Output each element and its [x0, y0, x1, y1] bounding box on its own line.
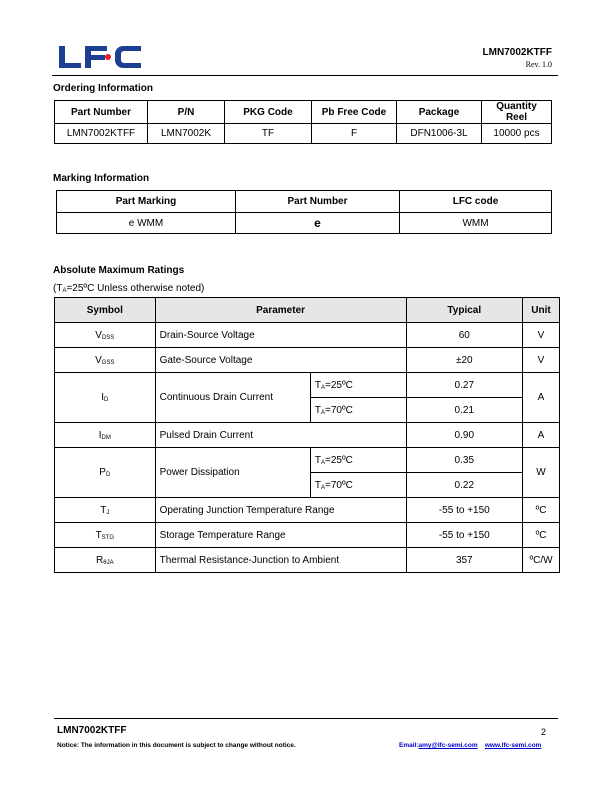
parameter-cell: Operating Junction Temperature Range: [155, 498, 406, 523]
symbol-cell: $I_{DM}$: [55, 423, 156, 448]
footer-part-number: LMN7002KTFF: [57, 725, 127, 736]
table-row: [55, 373, 560, 398]
ordering-cell: F: [312, 124, 397, 144]
typical-cell: 0.27: [406, 373, 522, 398]
ordering-cell: LMN7002KTFF: [55, 124, 148, 144]
table-row: [55, 423, 560, 448]
ratings-header: Symbol: [55, 298, 156, 323]
condition-cell: $T_A=25ºC$: [310, 373, 406, 398]
header-revision: Rev. 1.0: [525, 60, 552, 69]
table-row: [55, 498, 560, 523]
table-row: [55, 523, 560, 548]
footer-notice: Notice: The information in this document is subject to change without notice.: [57, 742, 296, 749]
ordering-header: Pb Free Code: [312, 101, 397, 124]
marking-header: Part Number: [236, 191, 400, 213]
ordering-header: Quantity Reel: [482, 101, 552, 124]
parameter-cell: Continuous Drain Current: [155, 373, 310, 423]
parameter-cell: Drain-Source Voltage: [155, 323, 406, 348]
typical-cell: 0.90: [406, 423, 522, 448]
marking-cell: e WMM: [57, 213, 236, 234]
marking-cell: e: [236, 213, 400, 234]
marking-header: Part Marking: [57, 191, 236, 213]
marking-table: [56, 190, 552, 234]
ratings-condition: ($T_A=25ºC$ Unless otherwise noted): [53, 283, 205, 294]
marking-header: LFC code: [400, 191, 552, 213]
parameter-cell: Thermal Resistance-Junction to Ambient: [155, 548, 406, 573]
parameter-cell: Pulsed Drain Current: [155, 423, 406, 448]
footer-divider: [54, 718, 558, 719]
symbol-cell: $T_J$: [55, 498, 156, 523]
marking-cell: WMM: [400, 213, 552, 234]
condition-cell: $T_A=70ºC$: [310, 398, 406, 423]
typical-cell: -55 to +150: [406, 498, 522, 523]
parameter-cell: Gate-Source Voltage: [155, 348, 406, 373]
footer-contact: [399, 742, 541, 749]
header-part-number: LMN7002KTFF: [482, 47, 552, 58]
symbol-cell: $T_{STG}$: [55, 523, 156, 548]
email-label: Email:: [399, 742, 419, 749]
ratings-header: Unit: [523, 298, 560, 323]
ordering-header: Part Number: [55, 101, 148, 124]
table-row: [55, 323, 560, 348]
typical-cell: 0.35: [406, 448, 522, 473]
ratings-table: [54, 297, 560, 573]
ordering-table: [54, 100, 552, 144]
condition-cell: $T_A=25ºC$: [310, 448, 406, 473]
website-link[interactable]: www.lfc-semi.com: [484, 742, 542, 749]
email-link[interactable]: amy@lfc-semi.com: [418, 742, 478, 749]
ratings-header: Parameter: [155, 298, 406, 323]
typical-cell: ±20: [406, 348, 522, 373]
header-divider: [52, 75, 558, 76]
symbol-cell: $V_{DSS}$: [55, 323, 156, 348]
ordering-header: P/N: [148, 101, 225, 124]
ordering-cell: LMN7002K: [148, 124, 225, 144]
ratings-header: Typical: [406, 298, 522, 323]
ordering-title: Ordering Information: [53, 83, 153, 94]
ordering-cell: 10000 pcs: [482, 124, 552, 144]
typical-cell: -55 to +150: [406, 523, 522, 548]
symbol-cell: $I_D$: [55, 373, 156, 423]
parameter-cell: Storage Temperature Range: [155, 523, 406, 548]
typical-cell: 0.21: [406, 398, 522, 423]
typical-cell: 357: [406, 548, 522, 573]
typical-cell: 60: [406, 323, 522, 348]
unit-cell: ºC: [523, 523, 560, 548]
unit-cell: V: [523, 323, 560, 348]
ordering-header: PKG Code: [225, 101, 312, 124]
lfc-logo: [57, 44, 143, 70]
condition-cell: $T_A=70ºC$: [310, 473, 406, 498]
ordering-cell: DFN1006-3L: [397, 124, 482, 144]
symbol-cell: $R_{\theta JA}$: [55, 548, 156, 573]
ratings-title: Absolute Maximum Ratings: [53, 265, 185, 276]
table-row: [55, 348, 560, 373]
typical-cell: 0.22: [406, 473, 522, 498]
parameter-cell: Power Dissipation: [155, 448, 310, 498]
unit-cell: ºC/W: [523, 548, 560, 573]
table-row: [55, 548, 560, 573]
marking-title: Marking Information: [53, 173, 150, 184]
symbol-cell: $V_{GSS}$: [55, 348, 156, 373]
page-number: 2: [541, 727, 547, 737]
symbol-cell: $P_D$: [55, 448, 156, 498]
unit-cell: A: [523, 373, 560, 423]
ordering-header: Package: [397, 101, 482, 124]
table-row: [55, 448, 560, 473]
unit-cell: ºC: [523, 498, 560, 523]
unit-cell: A: [523, 423, 560, 448]
unit-cell: W: [523, 448, 560, 498]
unit-cell: V: [523, 348, 560, 373]
ordering-cell: TF: [225, 124, 312, 144]
